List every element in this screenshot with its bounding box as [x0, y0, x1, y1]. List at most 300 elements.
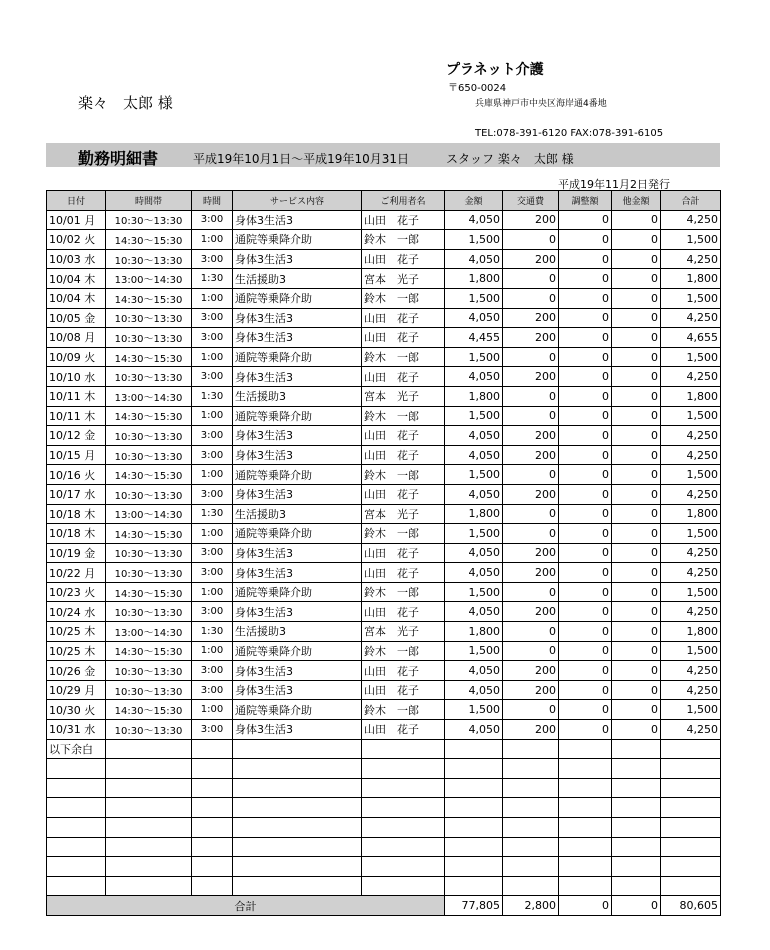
- table-cell: [362, 759, 445, 779]
- table-cell: 1,500: [445, 641, 503, 661]
- table-cell: 山田 花子: [362, 210, 445, 230]
- table-cell: 4,050: [445, 445, 503, 465]
- table-cell: 0: [612, 426, 661, 446]
- table-cell: 0: [503, 622, 559, 642]
- table-cell: 10/02 火: [47, 230, 106, 250]
- table-cell: 0: [612, 347, 661, 367]
- table-cell: 10/09 火: [47, 347, 106, 367]
- table-row: [47, 288, 721, 308]
- table-cell: 0: [559, 269, 612, 289]
- table-cell: 1,500: [661, 700, 721, 720]
- table-cell: 0: [503, 230, 559, 250]
- table-cell: 4,050: [445, 249, 503, 269]
- table-cell: 10/30 火: [47, 700, 106, 720]
- table-cell: [233, 778, 362, 798]
- table-cell: [47, 857, 106, 877]
- table-cell: 10/15 月: [47, 445, 106, 465]
- table-cell: 通院等乗降介助: [233, 524, 362, 544]
- table-cell: 10/11 木: [47, 386, 106, 406]
- table-cell: 4,250: [661, 661, 721, 681]
- table-cell: 1:30: [192, 504, 233, 524]
- table-cell: 生活援助3: [233, 504, 362, 524]
- table-cell: 山田 花子: [362, 367, 445, 387]
- table-cell: 宮本 光子: [362, 269, 445, 289]
- table-cell: 1:00: [192, 465, 233, 485]
- table-row: [47, 347, 721, 367]
- table-cell: 山田 花子: [362, 602, 445, 622]
- table-cell: 4,050: [445, 210, 503, 230]
- table-cell: 身体3生活3: [233, 563, 362, 583]
- table-cell: 10:30～13:30: [106, 661, 192, 681]
- table-cell: 1,500: [445, 230, 503, 250]
- empty-row: [47, 759, 721, 779]
- table-cell: 10/23 火: [47, 582, 106, 602]
- table-cell: 4,050: [445, 563, 503, 583]
- table-cell: [362, 818, 445, 838]
- table-cell: [612, 857, 661, 877]
- table-cell: 0: [612, 406, 661, 426]
- table-row: [47, 465, 721, 485]
- total-transport: 2,800: [503, 896, 559, 916]
- table-cell: [106, 876, 192, 896]
- table-cell: 10/10 水: [47, 367, 106, 387]
- table-cell: 14:30～15:30: [106, 524, 192, 544]
- table-cell: 0: [559, 700, 612, 720]
- table-cell: 200: [503, 328, 559, 348]
- table-row: [47, 700, 721, 720]
- table-cell: 14:30～15:30: [106, 465, 192, 485]
- empty-row: [47, 837, 721, 857]
- table-cell: 1,500: [661, 524, 721, 544]
- company-name: プラネット介護: [446, 62, 544, 78]
- table-cell: 10/18 木: [47, 524, 106, 544]
- table-cell: 身体3生活3: [233, 484, 362, 504]
- table-cell: [661, 759, 721, 779]
- table-cell: 1,800: [661, 269, 721, 289]
- table-cell: 1,800: [445, 622, 503, 642]
- remainder-row: [47, 739, 721, 759]
- table-cell: 山田 花子: [362, 661, 445, 681]
- table-cell: 10:30～13:30: [106, 308, 192, 328]
- table-cell: [661, 739, 721, 759]
- table-cell: 0: [559, 720, 612, 740]
- table-cell: [362, 739, 445, 759]
- table-cell: 鈴木 一郎: [362, 641, 445, 661]
- table-cell: 0: [559, 602, 612, 622]
- table-cell: 0: [612, 582, 661, 602]
- table-row: [47, 386, 721, 406]
- header-cell: 時間: [192, 191, 233, 211]
- table-cell: 1,800: [445, 269, 503, 289]
- header-cell: 日付: [47, 191, 106, 211]
- table-cell: 0: [503, 406, 559, 426]
- table-cell: 山田 花子: [362, 563, 445, 583]
- table-cell: 0: [559, 484, 612, 504]
- table-cell: [612, 876, 661, 896]
- table-cell: 山田 花子: [362, 308, 445, 328]
- table-cell: 0: [559, 680, 612, 700]
- table-cell: 1,500: [661, 641, 721, 661]
- table-cell: 200: [503, 367, 559, 387]
- table-cell: 1:00: [192, 288, 233, 308]
- table-cell: 0: [503, 641, 559, 661]
- table-cell: 0: [612, 680, 661, 700]
- table-cell: 14:30～15:30: [106, 641, 192, 661]
- table-cell: 4,050: [445, 680, 503, 700]
- table-cell: [503, 739, 559, 759]
- table-cell: [559, 778, 612, 798]
- table-cell: [192, 778, 233, 798]
- table-cell: 身体3生活3: [233, 543, 362, 563]
- table-cell: 山田 花子: [362, 720, 445, 740]
- table-cell: [445, 739, 503, 759]
- table-cell: 4,455: [445, 328, 503, 348]
- table-cell: 4,655: [661, 328, 721, 348]
- table-cell: 1,800: [661, 504, 721, 524]
- table-cell: 3:00: [192, 210, 233, 230]
- table-cell: 10/22 月: [47, 563, 106, 583]
- table-cell: [233, 818, 362, 838]
- table-cell: 10/04 木: [47, 269, 106, 289]
- table-cell: [612, 739, 661, 759]
- table-cell: 3:00: [192, 308, 233, 328]
- table-cell: [192, 857, 233, 877]
- table-cell: 10/08 月: [47, 328, 106, 348]
- table-cell: 身体3生活3: [233, 367, 362, 387]
- table-cell: [233, 798, 362, 818]
- table-cell: [362, 837, 445, 857]
- total-other: 0: [612, 896, 661, 916]
- table-cell: [106, 778, 192, 798]
- table-cell: 0: [612, 720, 661, 740]
- table-cell: 1:00: [192, 230, 233, 250]
- table-cell: 13:00～14:30: [106, 386, 192, 406]
- table-cell: [661, 798, 721, 818]
- table-cell: 0: [612, 230, 661, 250]
- table-cell: 200: [503, 445, 559, 465]
- table-cell: 身体3生活3: [233, 210, 362, 230]
- table-cell: [503, 778, 559, 798]
- table-cell: [47, 837, 106, 857]
- table-cell: 0: [612, 367, 661, 387]
- table-cell: 0: [612, 210, 661, 230]
- table-cell: [233, 739, 362, 759]
- table-cell: 4,250: [661, 484, 721, 504]
- table-cell: 4,250: [661, 367, 721, 387]
- header-cell: 他金額: [612, 191, 661, 211]
- table-cell: 10:30～13:30: [106, 543, 192, 563]
- table-cell: 山田 花子: [362, 680, 445, 700]
- table-cell: 0: [503, 386, 559, 406]
- table-cell: 200: [503, 680, 559, 700]
- table-cell: 200: [503, 720, 559, 740]
- table-cell: 1,500: [445, 465, 503, 485]
- table-cell: 0: [559, 328, 612, 348]
- table-cell: 0: [612, 641, 661, 661]
- table-cell: 10/26 金: [47, 661, 106, 681]
- table-cell: 0: [612, 386, 661, 406]
- table-cell: 10/25 木: [47, 641, 106, 661]
- table-cell: 1,500: [661, 230, 721, 250]
- table-cell: 0: [612, 622, 661, 642]
- table-cell: 0: [559, 426, 612, 446]
- table-cell: [661, 876, 721, 896]
- table-cell: 1,500: [445, 406, 503, 426]
- table-cell: 1,500: [661, 582, 721, 602]
- table-cell: [612, 818, 661, 838]
- table-cell: [661, 837, 721, 857]
- table-cell: [47, 798, 106, 818]
- table-cell: 3:00: [192, 563, 233, 583]
- table-cell: 3:00: [192, 484, 233, 504]
- table-cell: 200: [503, 484, 559, 504]
- table-cell: 10/03 水: [47, 249, 106, 269]
- table-cell: 0: [503, 288, 559, 308]
- table-cell: [106, 798, 192, 818]
- table-cell: 10/25 木: [47, 622, 106, 642]
- table-cell: 4,250: [661, 680, 721, 700]
- table-cell: 10:30～13:30: [106, 484, 192, 504]
- table-cell: 通院等乗降介助: [233, 641, 362, 661]
- table-cell: 3:00: [192, 367, 233, 387]
- table-cell: 1:30: [192, 622, 233, 642]
- table-cell: 通院等乗降介助: [233, 582, 362, 602]
- table-cell: [106, 818, 192, 838]
- table-cell: 1:00: [192, 347, 233, 367]
- total-label: 合計: [47, 896, 445, 916]
- table-cell: 0: [559, 661, 612, 681]
- table-cell: 身体3生活3: [233, 720, 362, 740]
- table-row: [47, 445, 721, 465]
- table-row: [47, 249, 721, 269]
- table-cell: 生活援助3: [233, 269, 362, 289]
- table-cell: 0: [612, 661, 661, 681]
- table-row: [47, 602, 721, 622]
- table-cell: [192, 739, 233, 759]
- table-cell: 10/11 木: [47, 406, 106, 426]
- table-cell: 鈴木 一郎: [362, 700, 445, 720]
- table-cell: 鈴木 一郎: [362, 524, 445, 544]
- header-cell: 金額: [445, 191, 503, 211]
- table-cell: [445, 876, 503, 896]
- table-cell: [559, 818, 612, 838]
- table-cell: 10:30～13:30: [106, 328, 192, 348]
- table-cell: 0: [559, 210, 612, 230]
- table-cell: 1:00: [192, 641, 233, 661]
- table-cell: 0: [612, 445, 661, 465]
- table-cell: 4,250: [661, 445, 721, 465]
- table-cell: 0: [503, 347, 559, 367]
- table-cell: 1,800: [445, 386, 503, 406]
- table-cell: 4,050: [445, 426, 503, 446]
- table-cell: 0: [612, 308, 661, 328]
- table-row: [47, 680, 721, 700]
- table-cell: 10/24 水: [47, 602, 106, 622]
- table-cell: 4,250: [661, 426, 721, 446]
- table-cell: 通院等乗降介助: [233, 700, 362, 720]
- table-cell: 0: [559, 347, 612, 367]
- table-cell: 山田 花子: [362, 426, 445, 446]
- table-cell: 10/29 月: [47, 680, 106, 700]
- table-cell: 10/01 月: [47, 210, 106, 230]
- table-cell: 0: [612, 504, 661, 524]
- table-cell: [362, 798, 445, 818]
- table-row: [47, 367, 721, 387]
- table-cell: 4,050: [445, 543, 503, 563]
- table-cell: 1,500: [661, 465, 721, 485]
- table-cell: 山田 花子: [362, 249, 445, 269]
- total-grand: 80,605: [661, 896, 721, 916]
- table-cell: 0: [559, 406, 612, 426]
- table-row: [47, 269, 721, 289]
- table-cell: 4,050: [445, 661, 503, 681]
- document-title: 勤務明細書: [78, 149, 159, 168]
- table-cell: 1,800: [661, 386, 721, 406]
- table-cell: [503, 759, 559, 779]
- table-cell: 1,500: [661, 288, 721, 308]
- table-row: [47, 328, 721, 348]
- table-cell: 10:30～13:30: [106, 602, 192, 622]
- table-cell: 200: [503, 210, 559, 230]
- table-cell: 10:30～13:30: [106, 445, 192, 465]
- table-cell: 14:30～15:30: [106, 230, 192, 250]
- table-cell: [106, 739, 192, 759]
- table-cell: [559, 798, 612, 818]
- table-cell: 13:00～14:30: [106, 269, 192, 289]
- table-cell: 200: [503, 426, 559, 446]
- table-cell: 身体3生活3: [233, 426, 362, 446]
- table-cell: 1,500: [445, 288, 503, 308]
- table-cell: 10/05 金: [47, 308, 106, 328]
- table-cell: 身体3生活3: [233, 308, 362, 328]
- table-cell: [192, 876, 233, 896]
- table-cell: [47, 876, 106, 896]
- table-cell: 10:30～13:30: [106, 249, 192, 269]
- table-cell: [445, 778, 503, 798]
- table-cell: 0: [559, 230, 612, 250]
- table-cell: 4,050: [445, 602, 503, 622]
- empty-row: [47, 778, 721, 798]
- table-cell: 1:00: [192, 700, 233, 720]
- table-cell: 4,250: [661, 563, 721, 583]
- table-cell: 1:00: [192, 582, 233, 602]
- table-cell: [192, 837, 233, 857]
- table-cell: [661, 778, 721, 798]
- table-cell: 0: [559, 641, 612, 661]
- header-cell: 時間帯: [106, 191, 192, 211]
- table-cell: 0: [612, 288, 661, 308]
- table-cell: [47, 778, 106, 798]
- table-row: [47, 210, 721, 230]
- table-cell: 14:30～15:30: [106, 582, 192, 602]
- table-cell: [106, 837, 192, 857]
- table-cell: 0: [559, 288, 612, 308]
- table-cell: 14:30～15:30: [106, 700, 192, 720]
- table-cell: 山田 花子: [362, 543, 445, 563]
- table-cell: 1,500: [661, 406, 721, 426]
- header-cell: 合計: [661, 191, 721, 211]
- table-row: [47, 524, 721, 544]
- header-cell: ご利用者名: [362, 191, 445, 211]
- table-cell: 通院等乗降介助: [233, 230, 362, 250]
- table-row: [47, 308, 721, 328]
- table-cell: 0: [559, 543, 612, 563]
- table-cell: 通院等乗降介助: [233, 406, 362, 426]
- table-cell: [445, 857, 503, 877]
- table-cell: 10/18 木: [47, 504, 106, 524]
- header-row: [47, 191, 721, 211]
- table-row: [47, 582, 721, 602]
- table-cell: 1:30: [192, 386, 233, 406]
- table-cell: 山田 花子: [362, 445, 445, 465]
- table-cell: 0: [612, 249, 661, 269]
- total-adjustment: 0: [559, 896, 612, 916]
- table-cell: [445, 837, 503, 857]
- table-cell: 3:00: [192, 680, 233, 700]
- table-cell: 0: [559, 308, 612, 328]
- table-cell: 身体3生活3: [233, 445, 362, 465]
- empty-row: [47, 818, 721, 838]
- table-cell: [503, 798, 559, 818]
- table-row: [47, 406, 721, 426]
- table-cell: 4,050: [445, 720, 503, 740]
- table-cell: 0: [503, 504, 559, 524]
- header-cell: 調整額: [559, 191, 612, 211]
- table-cell: 1:00: [192, 524, 233, 544]
- table-row: [47, 504, 721, 524]
- table-cell: 10:30～13:30: [106, 426, 192, 446]
- table-cell: [503, 876, 559, 896]
- table-cell: [445, 798, 503, 818]
- table-cell: [192, 759, 233, 779]
- table-cell: 4,250: [661, 210, 721, 230]
- table-cell: [233, 876, 362, 896]
- table-row: [47, 641, 721, 661]
- table-cell: 0: [612, 465, 661, 485]
- table-cell: 1,500: [445, 524, 503, 544]
- table-cell: 0: [559, 582, 612, 602]
- table-row: [47, 484, 721, 504]
- table-cell: 3:00: [192, 720, 233, 740]
- table-cell: 10:30～13:30: [106, 720, 192, 740]
- table-cell: 0: [612, 328, 661, 348]
- table-cell: 4,050: [445, 308, 503, 328]
- table-cell: 通院等乗降介助: [233, 347, 362, 367]
- table-cell: [47, 818, 106, 838]
- table-cell: 14:30～15:30: [106, 347, 192, 367]
- table-cell: 身体3生活3: [233, 661, 362, 681]
- table-cell: [503, 818, 559, 838]
- table-cell: 0: [559, 563, 612, 583]
- table-cell: 身体3生活3: [233, 328, 362, 348]
- table-row: [47, 426, 721, 446]
- table-cell: 鈴木 一郎: [362, 288, 445, 308]
- table-cell: 0: [612, 269, 661, 289]
- header-cell: サービス内容: [233, 191, 362, 211]
- table-cell: 0: [559, 249, 612, 269]
- table-cell: 10:30～13:30: [106, 210, 192, 230]
- table-cell: 3:00: [192, 543, 233, 563]
- staff-name: スタッフ 楽々 太郎 様: [446, 152, 574, 166]
- table-cell: [362, 857, 445, 877]
- table-cell: 10:30～13:30: [106, 367, 192, 387]
- table-cell: 1,800: [445, 504, 503, 524]
- table-cell: 宮本 光子: [362, 504, 445, 524]
- table-cell: 以下余白: [47, 739, 106, 759]
- table-cell: [612, 798, 661, 818]
- company-tel: TEL:078-391-6120 FAX:078-391-6105: [475, 128, 664, 139]
- table-cell: 13:00～14:30: [106, 504, 192, 524]
